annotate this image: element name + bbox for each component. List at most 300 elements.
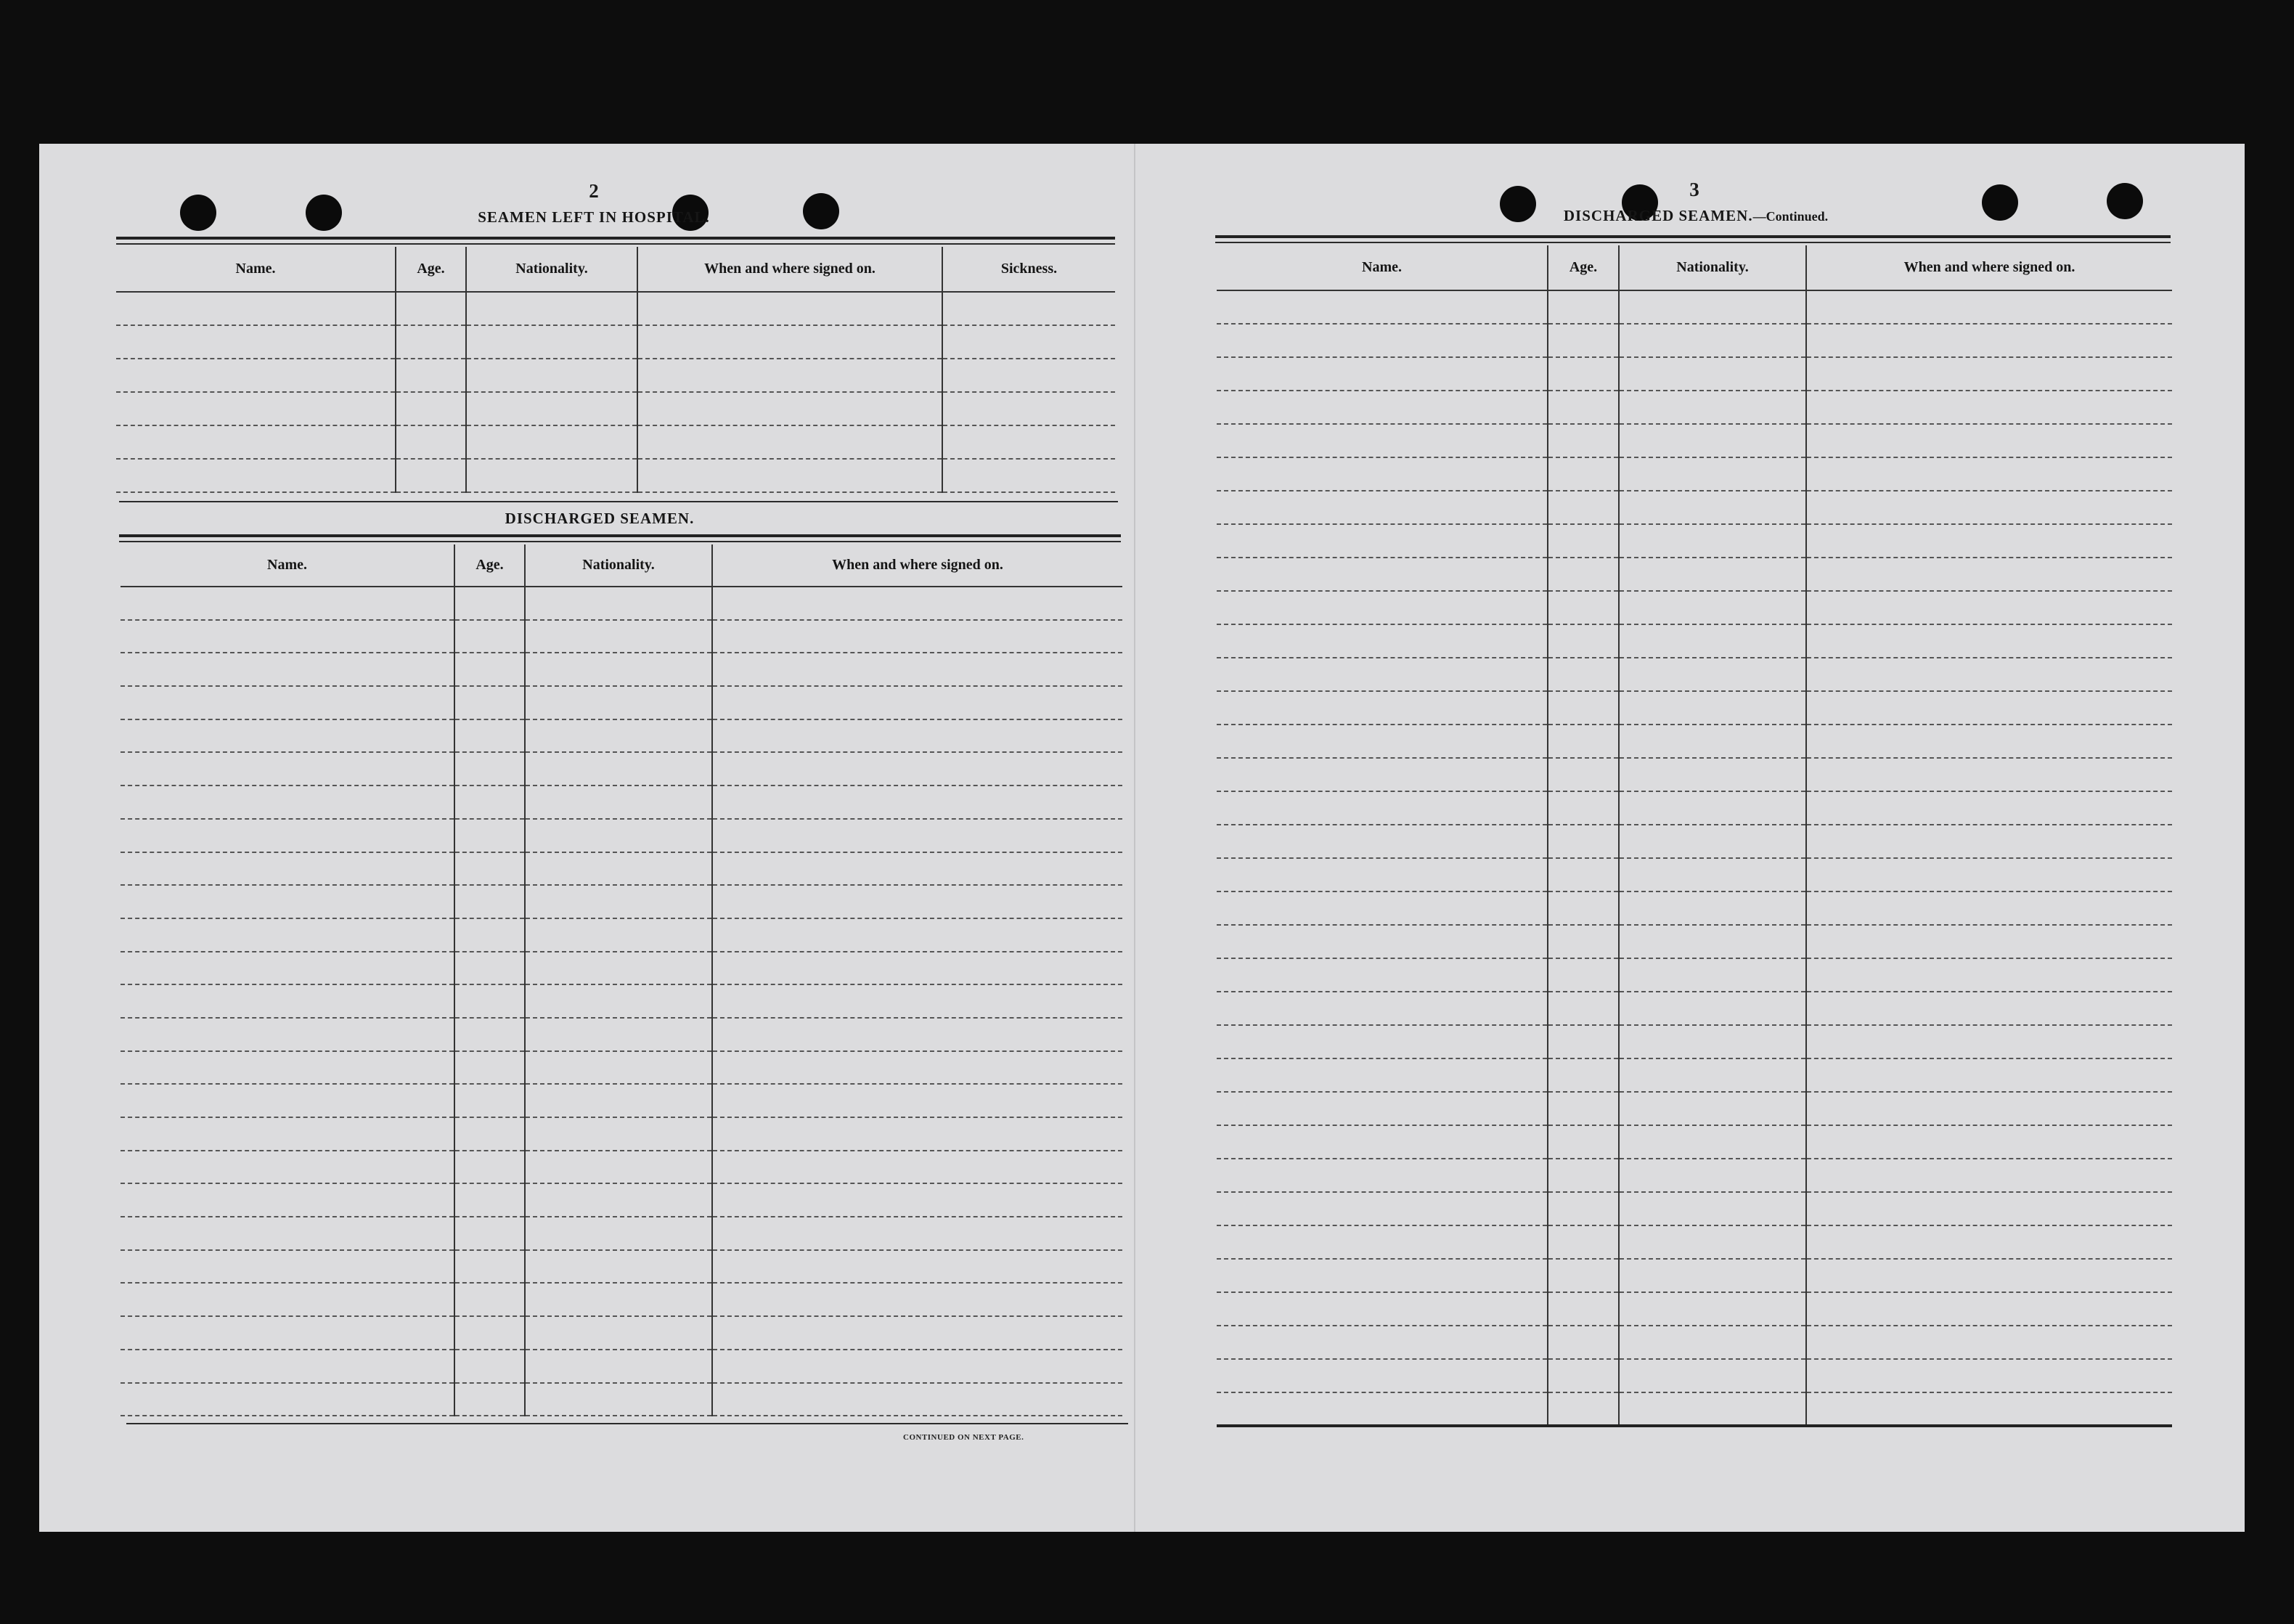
table-cell	[454, 1051, 525, 1085]
table-row	[121, 918, 1122, 952]
table-cell	[1806, 524, 2172, 558]
table-top-rule	[1215, 235, 2171, 238]
table-cell	[525, 885, 712, 918]
table-cell	[1548, 324, 1619, 357]
table-cell	[1217, 1326, 1548, 1359]
table-cell	[1548, 1326, 1619, 1359]
table-cell	[525, 819, 712, 852]
table-cell	[454, 620, 525, 653]
table-row	[1217, 391, 2172, 424]
table-cell	[637, 459, 942, 492]
table-row	[116, 392, 1115, 425]
table-cell	[637, 392, 942, 425]
table-row	[1217, 1392, 2172, 1426]
table-cell	[525, 918, 712, 952]
discharged-section-title: DISCHARGED SEAMEN.	[505, 510, 695, 527]
table-cell	[1548, 791, 1619, 825]
table-cell	[525, 719, 712, 753]
table-cell	[1217, 1025, 1548, 1058]
table-cell	[1619, 1125, 1806, 1159]
table-cell	[121, 653, 454, 686]
table-cell	[1548, 958, 1619, 992]
table-cell	[1806, 1326, 2172, 1359]
punch-hole	[1500, 186, 1536, 222]
continued-note: CONTINUED ON NEXT PAGE.	[903, 1433, 1024, 1442]
table-cell	[712, 686, 1122, 719]
table-row	[121, 1217, 1122, 1250]
table-cell	[466, 359, 637, 392]
table-cell	[1806, 992, 2172, 1025]
table-row	[1217, 624, 2172, 658]
table-cell	[1548, 591, 1619, 624]
table-cell	[454, 952, 525, 985]
table-cell	[121, 1217, 454, 1250]
table-cell	[121, 719, 454, 753]
column-header-signed-on: When and where signed on.	[1806, 245, 2172, 290]
table-cell	[712, 752, 1122, 786]
table-cell	[1548, 658, 1619, 691]
punch-hole	[306, 195, 342, 231]
table-cell	[116, 459, 396, 492]
table-cell	[466, 459, 637, 492]
table-cell	[1619, 357, 1806, 391]
table-cell	[525, 786, 712, 819]
table-cell	[525, 1350, 712, 1383]
table-cell	[1806, 1359, 2172, 1392]
table-cell	[637, 292, 942, 325]
table-cell	[1217, 725, 1548, 758]
table-cell	[525, 752, 712, 786]
table-cell	[712, 1183, 1122, 1217]
table-cell	[1806, 391, 2172, 424]
table-cell	[1548, 858, 1619, 891]
table-cell	[121, 984, 454, 1018]
table-cell	[121, 752, 454, 786]
table-row	[121, 1383, 1122, 1416]
left-page	[39, 144, 1156, 1532]
table-cell	[454, 984, 525, 1018]
table-row	[121, 852, 1122, 886]
table-row	[121, 1316, 1122, 1350]
table-row	[1217, 1025, 2172, 1058]
column-header-nationality: Nationality.	[1619, 245, 1806, 290]
punch-hole	[2107, 183, 2143, 219]
table-cell	[1217, 658, 1548, 691]
table-cell	[1619, 958, 1806, 992]
table-row	[1217, 758, 2172, 791]
table-cell	[1217, 391, 1548, 424]
table-row	[121, 1018, 1122, 1051]
table-cell	[1619, 992, 1806, 1025]
table-row	[121, 1151, 1122, 1184]
table-cell	[1217, 1092, 1548, 1125]
column-header-signed-on: When and where signed on.	[712, 544, 1122, 587]
table-cell	[1217, 624, 1548, 658]
table-cell	[1548, 1192, 1619, 1225]
table-cell	[1217, 491, 1548, 524]
table-cell	[712, 1383, 1122, 1416]
table-cell	[1806, 1225, 2172, 1259]
table-cell	[942, 292, 1115, 325]
table-row	[1217, 524, 2172, 558]
table-cell	[1619, 1292, 1806, 1326]
table-cell	[525, 1117, 712, 1151]
table-cell	[116, 292, 396, 325]
table-row	[121, 1084, 1122, 1117]
table-row	[121, 686, 1122, 719]
table-cell	[1548, 1092, 1619, 1125]
table-cell	[1619, 491, 1806, 524]
table-cell	[1806, 1192, 2172, 1225]
table-cell	[1619, 825, 1806, 858]
table-cell	[1619, 1159, 1806, 1192]
table-cell	[1806, 691, 2172, 725]
table-cell	[116, 425, 396, 459]
table-cell	[1548, 891, 1619, 925]
table-cell	[454, 653, 525, 686]
table-row	[1217, 1225, 2172, 1259]
table-cell	[121, 786, 454, 819]
table-cell	[1806, 958, 2172, 992]
table-cell	[1619, 524, 1806, 558]
table-cell	[1806, 457, 2172, 491]
table-row	[121, 819, 1122, 852]
table-cell	[525, 1018, 712, 1051]
table-cell	[1217, 558, 1548, 591]
table-row	[121, 719, 1122, 753]
table-row	[121, 984, 1122, 1018]
table-top-rule	[1215, 242, 2171, 243]
table-cell	[121, 819, 454, 852]
table-cell	[525, 1283, 712, 1316]
table-cell	[942, 459, 1115, 492]
table-cell	[1217, 992, 1548, 1025]
table-cell	[1806, 357, 2172, 391]
table-cell	[712, 819, 1122, 852]
table-cell	[712, 1084, 1122, 1117]
table-cell	[1217, 524, 1548, 558]
table-cell	[1217, 1359, 1548, 1392]
table-row	[1217, 925, 2172, 958]
table-cell	[454, 852, 525, 886]
table-cell	[454, 752, 525, 786]
table-row	[1217, 1125, 2172, 1159]
table-cell	[525, 852, 712, 886]
discharged-table	[121, 544, 1122, 1416]
table-cell	[1619, 1326, 1806, 1359]
table-cell	[1217, 858, 1548, 891]
table-cell	[1619, 1192, 1806, 1225]
table-cell	[1619, 324, 1806, 357]
table-cell	[525, 1151, 712, 1184]
table-cell	[1217, 591, 1548, 624]
table-cell	[712, 885, 1122, 918]
table-cell	[1619, 1058, 1806, 1092]
table-cell	[712, 620, 1122, 653]
table-row	[121, 752, 1122, 786]
table-cell	[1217, 1058, 1548, 1092]
table-row	[1217, 1159, 2172, 1192]
table-row	[121, 1051, 1122, 1085]
table-cell	[1548, 1292, 1619, 1326]
table-cell	[712, 1117, 1122, 1151]
table-cell	[1806, 1159, 2172, 1192]
table-row	[1217, 725, 2172, 758]
table-cell	[525, 1084, 712, 1117]
table-row	[1217, 1192, 2172, 1225]
table-cell	[454, 686, 525, 719]
table-cell	[466, 292, 637, 325]
table-cell	[1217, 1125, 1548, 1159]
table-cell	[396, 325, 466, 359]
table-cell	[1217, 758, 1548, 791]
table-cell	[454, 885, 525, 918]
table-row	[121, 1350, 1122, 1383]
table-row	[1217, 1326, 2172, 1359]
table-cell	[637, 425, 942, 459]
table-bottom-rule	[126, 1423, 1128, 1424]
table-cell	[454, 786, 525, 819]
table-row	[121, 1183, 1122, 1217]
table-cell	[454, 1350, 525, 1383]
table-row	[1217, 691, 2172, 725]
table-cell	[121, 1350, 454, 1383]
table-cell	[396, 359, 466, 392]
table-cell	[1619, 925, 1806, 958]
table-cell	[712, 1151, 1122, 1184]
table-cell	[525, 653, 712, 686]
table-cell	[1619, 691, 1806, 725]
table-cell	[712, 587, 1122, 620]
table-cell	[1548, 758, 1619, 791]
table-cell	[1806, 324, 2172, 357]
table-cell	[121, 1084, 454, 1117]
table-cell	[1806, 591, 2172, 624]
table-cell	[121, 1051, 454, 1085]
table-cell	[1217, 1259, 1548, 1292]
table-cell	[1806, 825, 2172, 858]
table-cell	[1548, 992, 1619, 1025]
table-cell	[1217, 691, 1548, 725]
punch-hole	[180, 195, 216, 231]
table-cell	[1619, 624, 1806, 658]
table-cell	[712, 719, 1122, 753]
table-cell	[1217, 791, 1548, 825]
table-cell	[1548, 1259, 1619, 1292]
table-row	[1217, 891, 2172, 925]
table-cell	[712, 1217, 1122, 1250]
table-cell	[1806, 1025, 2172, 1058]
table-cell	[121, 587, 454, 620]
table-cell	[1806, 1259, 2172, 1292]
table-cell	[942, 425, 1115, 459]
table-cell	[525, 686, 712, 719]
table-cell	[525, 587, 712, 620]
table-cell	[1806, 424, 2172, 457]
table-row	[121, 952, 1122, 985]
table-cell	[1548, 457, 1619, 491]
table-row	[1217, 791, 2172, 825]
table-cell	[1548, 624, 1619, 658]
table-cell	[637, 359, 942, 392]
column-header-signed-on: When and where signed on.	[637, 247, 942, 292]
table-cell	[1619, 558, 1806, 591]
table-cell	[1619, 1359, 1806, 1392]
table-cell	[712, 1316, 1122, 1350]
table-cell	[1806, 1092, 2172, 1125]
discharged-continued-title	[1564, 207, 1828, 225]
table-cell	[454, 1151, 525, 1184]
table-cell	[1619, 391, 1806, 424]
table-cell	[712, 852, 1122, 886]
table-cell	[942, 359, 1115, 392]
table-cell	[454, 1316, 525, 1350]
table-cell	[121, 885, 454, 918]
column-header-age: Age.	[1548, 245, 1619, 290]
table-row	[1217, 1092, 2172, 1125]
table-cell	[637, 325, 942, 359]
table-row	[121, 885, 1122, 918]
table-row	[1217, 324, 2172, 357]
table-cell	[1806, 1292, 2172, 1326]
hospital-table	[116, 247, 1115, 493]
right-page	[1134, 144, 2245, 1532]
section-rule	[119, 534, 1121, 537]
table-row	[1217, 1292, 2172, 1326]
page-number: 2	[589, 180, 599, 202]
table-cell	[1619, 658, 1806, 691]
table-cell	[454, 1283, 525, 1316]
column-header-nationality: Nationality.	[525, 544, 712, 587]
table-cell	[1548, 725, 1619, 758]
table-cell	[1548, 558, 1619, 591]
table-cell	[1806, 1125, 2172, 1159]
table-cell	[525, 984, 712, 1018]
table-cell	[1548, 925, 1619, 958]
table-cell	[454, 1117, 525, 1151]
section-title-suffix: —Continued.	[1752, 209, 1829, 224]
table-cell	[1217, 324, 1548, 357]
table-cell	[1217, 457, 1548, 491]
table-row	[121, 1117, 1122, 1151]
table-cell	[1806, 725, 2172, 758]
table-cell	[942, 392, 1115, 425]
table-cell	[1619, 1092, 1806, 1125]
table-cell	[121, 952, 454, 985]
table-row	[1217, 825, 2172, 858]
table-top-rule	[116, 243, 1115, 245]
table-cell	[1217, 290, 1548, 324]
table-cell	[121, 620, 454, 653]
table-cell	[1217, 891, 1548, 925]
table-cell	[712, 1018, 1122, 1051]
table-cell	[1619, 290, 1806, 324]
table-row	[1217, 1259, 2172, 1292]
hospital-section-title: SEAMEN LEFT IN HOSPITAL.	[478, 208, 710, 226]
table-cell	[1548, 1058, 1619, 1092]
table-cell	[396, 425, 466, 459]
table-cell	[121, 852, 454, 886]
table-row	[1217, 1359, 2172, 1392]
table-row	[121, 1250, 1122, 1284]
table-row	[1217, 591, 2172, 624]
table-cell	[1806, 290, 2172, 324]
punch-hole	[1982, 184, 2018, 221]
column-header-age: Age.	[396, 247, 466, 292]
table-cell	[121, 1383, 454, 1416]
table-cell	[525, 952, 712, 985]
table-cell	[1217, 1192, 1548, 1225]
section-rule	[119, 501, 1118, 502]
table-row	[121, 786, 1122, 819]
table-row	[1217, 558, 2172, 591]
table-row	[1217, 1058, 2172, 1092]
column-header-sickness: Sickness.	[942, 247, 1115, 292]
table-cell	[1619, 1025, 1806, 1058]
table-row	[1217, 457, 2172, 491]
table-cell	[1619, 791, 1806, 825]
table-cell	[1548, 424, 1619, 457]
table-row	[116, 459, 1115, 492]
table-cell	[466, 325, 637, 359]
table-cell	[121, 1117, 454, 1151]
table-cell	[525, 1316, 712, 1350]
table-cell	[942, 325, 1115, 359]
column-header-age: Age.	[454, 544, 525, 587]
table-cell	[1548, 691, 1619, 725]
table-cell	[1619, 891, 1806, 925]
table-cell	[1217, 1292, 1548, 1326]
table-cell	[712, 984, 1122, 1018]
table-cell	[454, 1183, 525, 1217]
table-row	[116, 425, 1115, 459]
table-cell	[1217, 958, 1548, 992]
punch-hole	[803, 193, 839, 229]
table-cell	[116, 359, 396, 392]
table-row	[1217, 858, 2172, 891]
table-row	[1217, 958, 2172, 992]
table-cell	[454, 1250, 525, 1284]
table-cell	[1806, 491, 2172, 524]
section-rule	[119, 541, 1121, 542]
table-cell	[1548, 357, 1619, 391]
table-cell	[1548, 491, 1619, 524]
table-cell	[396, 292, 466, 325]
table-cell	[454, 1084, 525, 1117]
table-cell	[1619, 457, 1806, 491]
column-header-name: Name.	[116, 247, 396, 292]
table-cell	[1619, 725, 1806, 758]
column-header-nationality: Nationality.	[466, 247, 637, 292]
table-row	[1217, 491, 2172, 524]
table-cell	[712, 1283, 1122, 1316]
table-cell	[121, 1018, 454, 1051]
table-cell	[1548, 1025, 1619, 1058]
table-cell	[1548, 1359, 1619, 1392]
table-cell	[116, 392, 396, 425]
table-row	[1217, 290, 2172, 324]
table-cell	[116, 325, 396, 359]
table-cell	[525, 1183, 712, 1217]
table-cell	[1806, 791, 2172, 825]
table-cell	[712, 918, 1122, 952]
page-number: 3	[1689, 179, 1699, 200]
table-cell	[1619, 758, 1806, 791]
table-cell	[121, 1183, 454, 1217]
table-cell	[454, 1217, 525, 1250]
table-cell	[525, 1383, 712, 1416]
table-cell	[454, 587, 525, 620]
